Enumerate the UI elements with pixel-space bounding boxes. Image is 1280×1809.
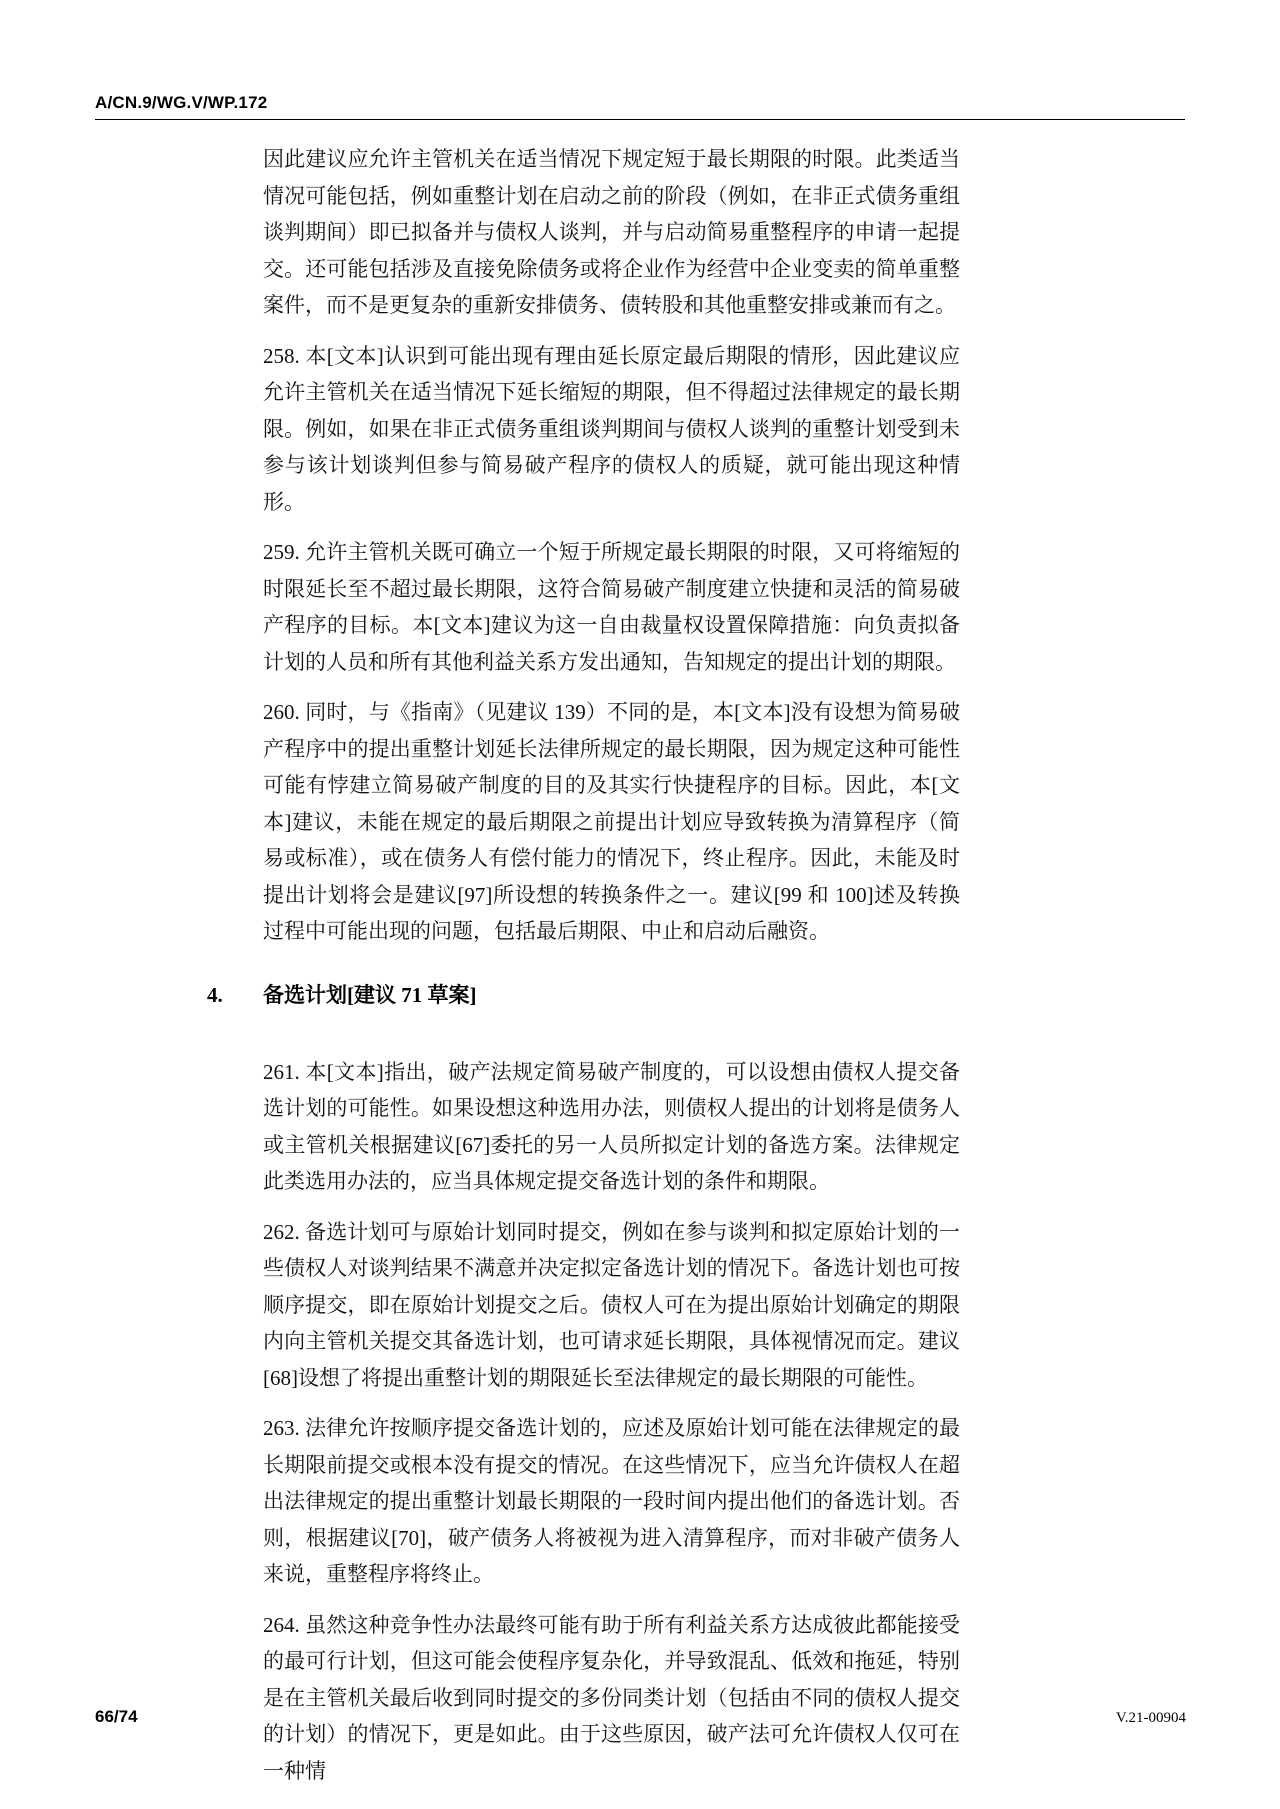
header-divider (95, 119, 1185, 120)
paragraph-259 (263, 534, 960, 680)
paragraph-number: 261. (263, 1059, 300, 1084)
paragraph-number: 259. (263, 540, 300, 564)
paragraph-number: 263. (263, 1416, 300, 1440)
paragraph-text: 同时，与《指南》（见建议 139）不同的是，本[文本]没有设想为简易破产程序中的提出重整计划延长法律所规定的最长期限，因为规定这种可能性可能有悖建立简易破产制度的目的及其实行快捷程序的目标。因此，本[文本]建议，未能在规定的最后期限之前提出计划应导致转换为清算程序（简易或标准），或在债务人有偿付能力的情况下，终止程序。因此，未能及时提出计划将会是建议[97]所设想的转换条件之一。建议[99 和 100]述及转换过程中可能出现的问题，包括最后期限、中止和启动后融资。 (263, 700, 961, 943)
paragraph-number: 264. (263, 1612, 300, 1637)
section-heading-label: 备选计划[建议 71 草案] (263, 982, 477, 1007)
footer-doc-reference: V.21-00904 (1115, 1710, 1186, 1726)
footer-page-number: 66/74 (95, 1707, 138, 1726)
paragraph-261 (263, 1054, 960, 1200)
section-heading (207, 980, 960, 1010)
paragraph-text: 法律允许按顺序提交备选计划的，应述及原始计划可能在法律规定的最长期限前提交或根本没有提交的情况。在这些情况下，应当允许债权人在超出法律规定的提出重整计划最长期限的一段时间内提出他们的备选计划。否则，根据建议[70]，破产债务人将被视为进入清算程序，而对非破产债务人来说，重整程序将终止。 (263, 1416, 961, 1586)
paragraph-264 (263, 1607, 960, 1790)
paragraph-text: 因此建议应允许主管机关在适当情况下规定短于最长期限的时限。此类适当情况可能包括，例如重整计划在启动之前的阶段（例如，在非正式债务重组谈判期间）即已拟备并与债权人谈判，并与启动简易重整程序的申请一起提交。还可能包括涉及直接免除债务或将企业作为经营中企业变卖的简单重整案件，而不是更复杂的重新安排债务、债转股和其他重整安排或兼而有之。 (263, 147, 960, 317)
paragraph-number: 258. (263, 343, 300, 368)
document-body (207, 141, 961, 1803)
paragraph-text: 本[文本]认识到可能出现有理由延长原定最后期限的情形，因此建议应允许主管机关在适当情况下延长缩短的期限，但不得超过法律规定的最长期限。例如，如果在非正式债务重组谈判期间与债权人谈判的重整计划受到未参与该计划谈判但参与简易破产程序的债权人的质疑，就可能出现这种情形。 (263, 343, 961, 514)
paragraph-text: 虽然这种竞争性办法最终可能有助于所有利益关系方达成彼此都能接受的最可行计划，但这可能会使程序复杂化，并导致混乱、低效和拖延，特别是在主管机关最后收到同时提交的多份同类计划（包括由不同的债权人提交的计划）的情况下，更是如此。由于这些原因，破产法可允许债权人仅可在一种情 (263, 1612, 961, 1783)
section-heading-number: 4. (207, 982, 223, 1007)
paragraph-262 (263, 1214, 960, 1397)
paragraph-260 (263, 694, 960, 950)
paragraph-258 (263, 338, 960, 521)
paragraph-number: 260. (263, 700, 300, 724)
paragraph-text: 本[文本]指出，破产法规定简易破产制度的，可以设想由债权人提交备选计划的可能性。如果设想这种选用办法，则债权人提出的计划将是债务人或主管机关根据建议[67]委托的另一人员所拟定计划的备选方案。法律规定此类选用办法的，应当具体规定提交备选计划的条件和期限。 (263, 1059, 961, 1193)
paragraph-text: 备选计划可与原始计划同时提交，例如在参与谈判和拟定原始计划的一些债权人对谈判结果不满意并决定拟定备选计划的情况下。备选计划也可按顺序提交，即在原始计划提交之后。债权人可在为提出原始计划确定的期限内向主管机关提交其备选计划，也可请求延长期限，具体视情况而定。建议[68]设想了将提出重整计划的期限延长至法律规定的最长期限的可能性。 (263, 1219, 961, 1390)
paragraph-263 (263, 1410, 960, 1593)
paragraph-intro (263, 141, 960, 324)
paragraph-number: 262. (263, 1219, 300, 1244)
paragraph-text: 允许主管机关既可确立一个短于所规定最长期限的时限，又可将缩短的时限延长至不超过最长期限，这符合简易破产制度建立快捷和灵活的简易破产程序的目标。本[文本]建议为这一自由裁量权设置保障措施：向负责拟备计划的人员和所有其他利益关系方发出通知，告知规定的提出计划的期限。 (263, 540, 961, 674)
document-symbol: A/CN.9/WG.V/WP.172 (95, 93, 268, 112)
